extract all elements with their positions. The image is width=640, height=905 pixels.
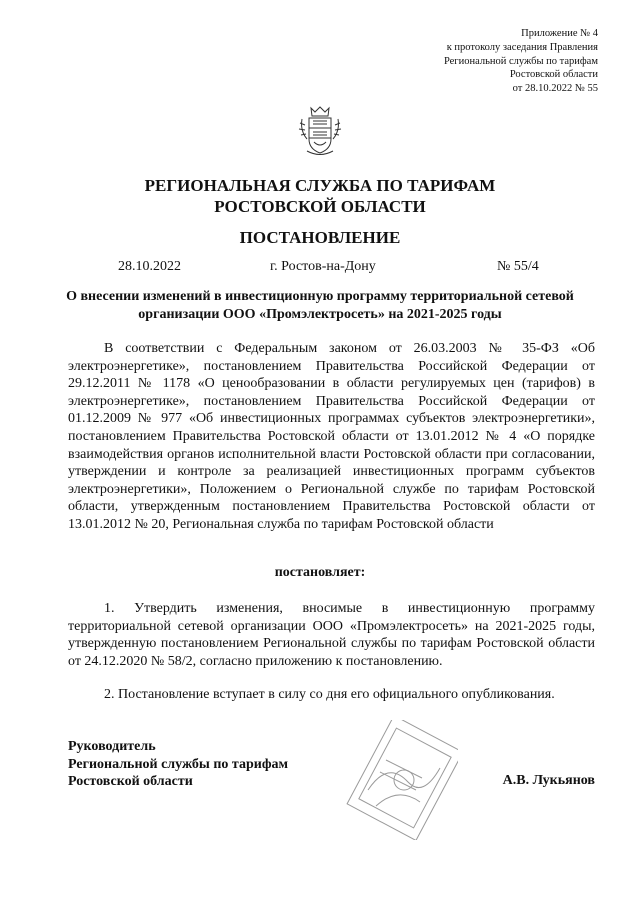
decree-word: постановляет:: [274, 565, 366, 580]
appendix-line: от 28.10.2022 № 55: [512, 83, 598, 95]
organization-name: [0, 175, 640, 217]
signatory-title-line: Региональной службы по тарифам: [68, 756, 289, 772]
coat-of-arms-icon: [297, 103, 343, 159]
decree-item: 2. Постановление вступает в силу со дня его официального опубликования.: [104, 687, 555, 702]
appendix-line: Ростовской области: [509, 69, 598, 81]
org-line: РЕГИОНАЛЬНАЯ СЛУЖБА ПО ТАРИФАМ: [144, 176, 496, 195]
decree-item: 1. Утвердить изменения, вносимые в инвестиционную программу территориальной сетевой организации ООО «Промэлектросеть» на 2021-2025 годы, утвержденную постановлением Региональной службы по тарифам Ростовской области от 24.12.2020 № 58/2, согласно приложению к постановлению.: [68, 601, 595, 669]
org-line: РОСТОВСКОЙ ОБЛАСТИ: [214, 197, 426, 216]
preamble-paragraph: В соответствии с Федеральным законом от 26.03.2003 № 35-ФЗ «Об электроэнергетике», постановлением Правительства Российской Федерации от 29.12.2011 № 1178 «О ценообразовании в области регулируемых цен (тарифов) в электроэнергетике», постановлением Правительства Российской Федерации от 01.12.2009 № 977 «Об инвестиционных программах субъектов электроэнергетики», постановлением Правительства Ростовской области от 13.01.2012 № 4 «О порядке взаимодействия органов исполнительной власти Ростовской области при согласовании, утверждении и контроле за реализацией инвестиционных программ субъектов электроэнергетики», Положением о Региональной службе по тарифам Ростовской области, утвержденным постановлением Правительства Ростовской области от 13.01.2012 № 20, Региональная служба по тарифам Ростовской области: [68, 341, 595, 532]
document-subject: О внесении изменений в инвестиционную программу территориальной сетевой организации ООО «Промэлектросеть» на 2021-2025 годы: [66, 289, 574, 322]
signatory-title-line: Руководитель: [68, 739, 156, 754]
appendix-note: [338, 27, 598, 96]
electronic-signature-stamp: [328, 720, 458, 840]
document-date: 28.10.2022: [118, 259, 181, 274]
document-number: № 55/4: [497, 259, 539, 274]
appendix-line: Региональной службы по тарифам: [443, 55, 598, 67]
signatory-title: [68, 738, 288, 791]
signatory-name: А.В. Лукьянов: [502, 773, 595, 788]
appendix-line: к протоколу заседания Правления: [446, 41, 598, 53]
appendix-line: Приложение № 4: [521, 28, 598, 39]
signatory-title-line: Ростовской области: [68, 774, 193, 790]
document-type: ПОСТАНОВЛЕНИЕ: [239, 228, 401, 247]
document-city: г. Ростов-на-Дону: [270, 259, 376, 274]
